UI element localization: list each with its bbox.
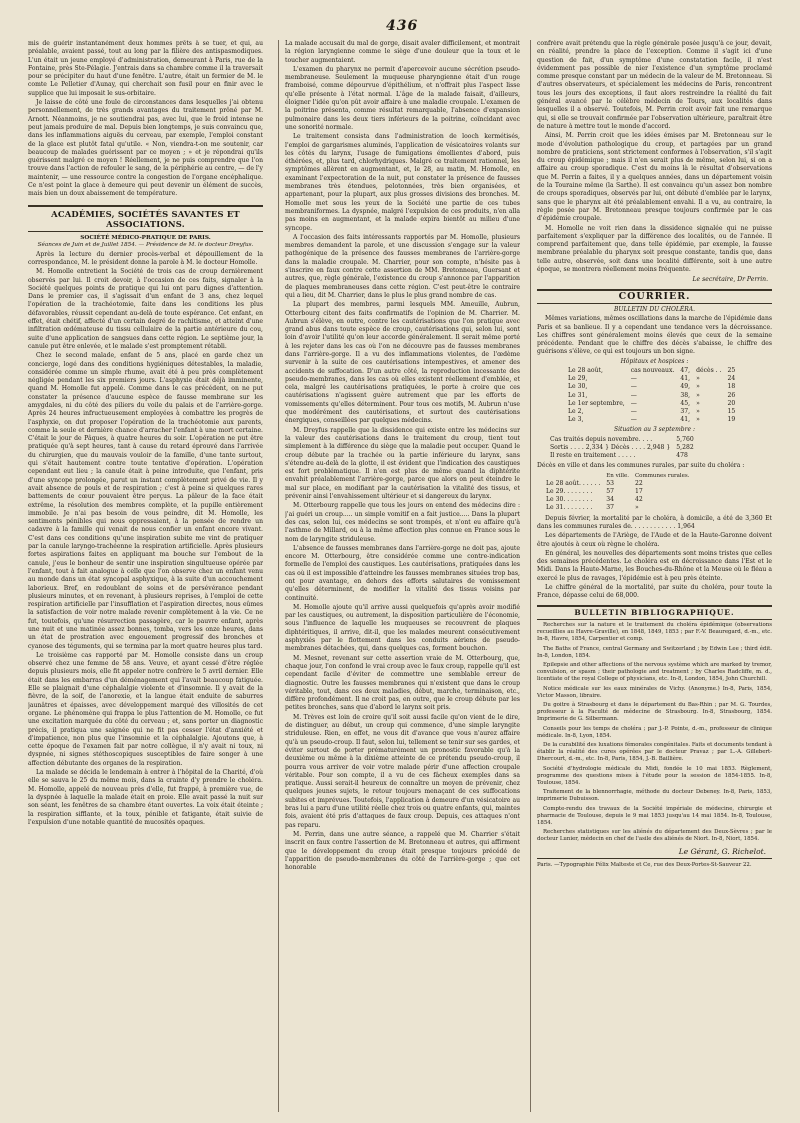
- divider: [537, 619, 772, 620]
- table-cell: décès . .: [696, 366, 722, 374]
- paragraph: L'absence de fausses membranes dans l'arrière-gorge ne doit pas, ajoute encore M. Otterbourg, être considérée comme une contre-indication formelle de l'emploi des caustiques. Les cautérisations, pratiquées dans les cas où il est impossible d'atteindre les fausses membranes situées trop bas, ont pour avantage, en dehors des efforts salutaires de vomissement qu'elles déterminent, de modifier la vitalité des tissus voisins par continuité.: [285, 544, 520, 602]
- table-row: [565, 383, 738, 391]
- paragraph: La plupart des membres, parmi lesquels MM. Ameuille, Aubrun, Otterbourg citent des faits confirmatifs de l'opinion de M. Charrier. M. Aubrun s'élève, en outre, contre les cautérisations que l'on pratique avec grand abus dans toute espèce de croup, cautérisations qui, selon lui, sont loin d'avoir l'utilité qu'on leur accorde généralement. Il serait même porté à les rejeter dans les cas où l'on ne découvre pas de fausses membranes dans l'arrière-gorge. Il a vu des inflammations violentes, de l'œdème survenir à la suite de ces cautérisations intempestives, et amener des accidents de suffocation. D'un autre côté, la reproduction incessante des pseudo-membranes, dans les cas où elles existent réellement d'emblée, et cela, malgré les cautérisations pratiquées, le porte à croire que ces cautérisations n'agissent guère autrement que par les efforts de vomissements qu'elles déterminent. Pour tous ces motifs, M. Aubrun n'use que modérément des cautérisations, et surtout des cautérisations énergiques, conseillées par quelques médecins.: [285, 301, 520, 425]
- bulletin-title: BULLETIN DU CHOLÉRA.: [614, 305, 695, 313]
- table-cell: 37: [606, 504, 615, 512]
- hospitals-title: Hôpitaux et hospices :: [620, 357, 689, 365]
- table-row: [565, 408, 738, 416]
- divider: [537, 303, 772, 304]
- table-cell: 47,: [680, 366, 691, 374]
- table-cell: Le 31. . . . . . . .: [546, 504, 593, 512]
- table-cell: 37,: [680, 408, 691, 415]
- table-cell: 41,: [680, 416, 691, 424]
- column-right: [537, 40, 772, 1110]
- paragraph: M. Homolle ajoute qu'il arrive aussi quelquefois qu'après avoir modifié par les caustiques, ou autrement, la disposition particulière de l'économie, sous l'influence de laquelle les muqueuses se recouvrent de plaques diphtéritiques, il arrive, dit-il, que les malades meurent consécutivement asphyxiés par le flottement dans les conduits aériens de pseudo-membranes détachées, qui, dans quelques cas, forment bouchon.: [285, 603, 520, 653]
- biblio-entry: Société d'hydrologie médicale du Midi, fondée le 10 mai 1853. Règlement, programme des questions mises à l'étude pour la session de 1854-1855. In-8, Toulouse, 1854.: [537, 765, 772, 786]
- hospital-table: [565, 367, 738, 424]
- biblio-entry: Recherches sur la nature et le traitement du choléra épidémique (observations recueillies au Havre-Graville), en 1848, 1849, 1853 ; par F.-V. Beauregard, d.-m., etc. In-8, Havre, 1854, Carpentier et comp.: [537, 621, 772, 643]
- table-cell: »: [696, 416, 700, 424]
- table-cell: —: [630, 391, 637, 399]
- biblio-entry: Traitement de la blennorrhagie, méthode du docteur Debeney. In-8, Paris, 1853, imprimerie Dubuisson.: [537, 789, 772, 803]
- table-cell: »: [634, 504, 639, 512]
- table-cell: »: [696, 383, 700, 391]
- table-cell: »: [696, 399, 700, 407]
- table-header: [543, 472, 603, 480]
- paragraph: A l'occasion des faits intéressants rapportés par M. Homolle, plusieurs membres demandent la parole, et une discussion s'engage sur la valeur pathogénique de la présence des fausses membranes de l'arrière-gorge dans la maladie croupale. M. Charrier, pour son compte, n'hésite pas à s'inscrire en faux contre cette assertion de MM. Bretonneau, Guersant et autres, que, règle générale, l'existence du croup s'annonce par l'apparition de plaques membraneuses dans cette région. C'est peut-être le contraire qui a lieu, dit M. Charrier, dans le plus le plus grand nombre de cas.: [285, 233, 520, 299]
- table-cell: 42: [634, 496, 643, 504]
- biblio-entry: Conseils pour les temps de choléra ; par J.-P. Pointe, d.-m., professeur de clinique médicale. In-8, Lyon, 1854.: [537, 725, 772, 739]
- biblio-entry: Compte-rendu des travaux de la Société impériale de médecine, chirurgie et pharmacie de Toulouse, depuis le 9 mai 1853 jusqu'au 14 mai 1854. In-8, Toulouse, 1854.: [537, 805, 772, 826]
- paragraph: L'examen du pharynx ne permit d'apercevoir aucune sécrétion pseudo-membraneuse. Seulement la muqueuse pharyngienne était d'un rouge framboisé, comme dépourvue d'épithélium, et n'offrait plus l'aspect lisse qu'elle présente à l'état normal. L'âge de la malade faisait, d'ailleurs, éloigner l'idée qu'on pût avoir affaire à une maladie croupale. L'examen de la poitrine présenta, comme résultat remarquable, l'absence d'expansion pulmonaire dans les deux tiers inférieurs de la poitrine, coïncidant avec une sonorité normale.: [285, 65, 520, 131]
- table-row: [565, 416, 738, 424]
- table-cell: Cas traités depuis novembre. . . .: [550, 435, 653, 443]
- table-row: [565, 392, 738, 400]
- paragraph: Ainsi, M. Perrin croit que les idées émises par M. Bretonneau sur le mode d'évolution pathologique du croup, et partagées par un grand nombre de praticiens, sont strictement conformes à l'observation, s'il s'agit du croup épidémique ; mais il n'en serait plus de même, selon lui, si on a affaire au croup sporadique. C'est du moins là le résultat d'observations que M. Perrin a faites, il y a quelques années, dans un département voisin de la Touraine même (la Sarthe). Il est convaincu qu'un assez bon nombre de croups sporadiques, observés par lui, ont débuté d'emblée par le larynx, sans que le pharynx ait été préalablement envahi. Il a vu, au contraire, la règle posée par M. Bretonneau presque toujours confirmée par le cas d'épidémie croupale.: [537, 132, 772, 223]
- section-heading: ACADÉMIES, SOCIÉTÉS SAVANTES ET ASSOCIATIONS.: [28, 205, 263, 232]
- biblio-entry: Du goitre à Strasbourg et dans le département du Bas-Rhin ; par M. G. Tourdes, professeur à la Faculté de médecine de Strasbourg. In-8, Strasbourg, 1854. Imprimerie de G. Silbermann.: [537, 701, 772, 723]
- secretary-signature: Le secrétaire, Dr Perrin.: [692, 276, 768, 284]
- session-line: Séances de Juin et de Juillet 1854. — Présidence de M. le docteur Dreyfus.: [37, 241, 254, 248]
- table-cell: Le 28 août,: [568, 366, 603, 374]
- table-cell: 25: [727, 366, 736, 374]
- paragraph: M. Mesnet, revenant sur cette assertion vraie de M. Otterbourg, que, chaque jour, l'on confond le vrai croup avec le faux croup, rappelle qu'il est cependant facile d'éviter de commettre une semblable erreur de diagnostic. Outre les fausses membranes qui n'existent que dans le croup véritable, tout, dans ces deux maladies, début, marche, terminaison, etc., diffère profondément. Il ne croit pas, en outre, que le croup débute par les petites bronches, sans que d'abord le larynx soit pris.: [285, 654, 520, 712]
- city-deaths-table: [543, 472, 693, 513]
- divider: [537, 858, 772, 859]
- table-cell: Le 30,: [568, 383, 588, 391]
- paragraph: Le chiffre général de la mortalité, par suite du choléra, pour toute la France, dépasse celui de 68,000.: [537, 584, 772, 600]
- table-cell: 17: [634, 488, 643, 496]
- paragraph: M. Otterbourg rappelle que tous les jours on entend des médecins dire : j'ai guéri un croup..... un simple vomitif en a fait justice..... Dans la plupart des cas, selon lui, ces médecins se sont trompés, et n'ont eu affaire qu'à l'asthme de Millard, ou à la même affection plus connue en France sous le nom de laryngite striduleuse.: [285, 502, 520, 543]
- paragraph: Le traitement consista dans l'administration de looch kermétisés, l'emploi de gargarismes aluminés, l'application de vésicatoires volants sur les côtés du larynx, l'usage de fumigations émollientes d'abord, puis éthérées, et, plus tard, chlorhydriques. Malgré ce traitement rationnel, les symptômes allèrent en augmentant, et, le 28, au matin, M. Homolle, en examinant l'expectoration de la nuit, put constater la présence de fausses membranes très étendues, pelotonnées, très bien organisées, et appartenant, pour la plupart, aux plus grosses divisions des bronches. M. Homolle met sous les yeux de la Société une partie de ces tubes membraniformes. La dyspnée, malgré l'expulsion de ces produits, n'en alla pas moins en augmentant, et la malade expira bientôt au milieu d'une syncope.: [285, 133, 520, 232]
- table-row: [565, 400, 738, 408]
- biblio-entry: The Baths of France, central Germany and Switzerland ; by Edwin Lee ; third édit. In-8, London, 1854.: [537, 645, 772, 659]
- table-header: Communes rurales.: [634, 472, 690, 479]
- biblio-entry: Notice médicale sur les eaux minérales de Vichy. (Anonyme.) In-8, Paris, 1854, Victor Masson, libraire.: [537, 685, 772, 699]
- biblio-heading: BULLETIN BIBLIOGRAPHIQUE.: [574, 607, 735, 617]
- paragraph: M. Trèves est loin de croire qu'il soit aussi facile qu'on vient de le dire, de distinguer, au début, un croup qui commence, d'une simple laryngite striduleuse. Rien, en effet, ne vous dit d'avance que vous n'aurez affaire qu'à un pseudo-croup. Il faut, selon lui, tellement se tenir sur ses gardes, et éviter surtout de porter prématurément un pronostic favorable qu'à la deuxième ou même à la dixième atteinte de ce prétendu pseudo-croup, il pourra vous arriver de voir votre malade périr d'une affection croupale véritable. Pour son compte, il a vu de ces fâcheux exemples dans sa pratique. Aussi serait-il heureux de connaître un moyen de prévenir, chez quelques jeunes sujets, le retour toujours menaçant de ces suffocations subites et imprévues. Toutefois, l'application à demeure d'un vésicatoire au bras lui a paru d'une utilité réelle chez trois ou quatre enfants, qui, maintes fois, avaient été pris d'attaques de faux croup. Depuis, ces attaques n'ont pas reparu.: [285, 713, 520, 829]
- paragraph: M. Homolle ne voit rien dans la dissidence signalée qui ne puisse parfaitement s'expliquer par la différence des localités, ou de l'année. Il comprend parfaitement que, dans telle épidémie, par exemple, la fausse membrane préalable du pharynx soit presque constante, tandis que, dans telle autre, observée, soit dans une localité différente, soit à une autre époque, se montrera réellement moins fréquente.: [537, 224, 772, 274]
- paragraph: La malade se décida le lendemain à entrer à l'hôpital de la Charité, d'où elle se sauva le 25 du même mois, dans la crainte d'y prendre le choléra. M. Homolle, appelé de nouveau près d'elle, fut frappé, à première vue, de la dyspnée à laquelle la malade était en proie. Elle avait passé la nuit sur son séant, les fenêtres de sa chambre étant ouvertes. La voix était éteinte ; la respiration sifflante, et la toux, pénible et fatigante, était suivie de l'expulsion d'une notable quantité de mucosités opaques.: [28, 769, 263, 826]
- table-cell: Le 3,: [568, 416, 584, 424]
- table-cell: 45,: [680, 399, 691, 407]
- table-cell: 41,: [680, 375, 691, 383]
- table-cell: 20: [727, 399, 736, 407]
- table-cell: Le 29,: [568, 375, 588, 383]
- divider: [537, 605, 772, 607]
- table-header: En ville.: [606, 472, 629, 479]
- table-row: [565, 375, 738, 383]
- paragraph: En général, les nouvelles des départements sont moins tristes que celles des semaines précédentes. Le choléra est en décroissance dans l'Est et le Midi. Dans la Haute-Marne, les Bouches-du-Rhône et la Meuse où le fléau a exercé le plus de ravages, l'épidémie est à peu près éteinte.: [537, 549, 772, 582]
- paragraph: Depuis février, la mortalité par le choléra, à domicile, a été de 3,360 Et dans les communes rurales de. . . . . . . . . . . . 1,964: [537, 514, 772, 530]
- biblio-entry: Recherches statistiques sur les aliénés du département des Deux-Sèvres ; par le docteur Lunier, médecin en chef de l'asile des aliénés de Niort. In-8, Niort, 1854.: [537, 829, 772, 843]
- table-cell: —: [630, 375, 637, 383]
- table-cell: Le 31,: [568, 391, 588, 399]
- paragraph: Les départements de l'Ariège, de l'Aude et de la Haute-Garonne doivent être ajoutés à ceux où règne le choléra.: [537, 532, 772, 548]
- table-cell: Il reste en traitement . . . . .: [550, 452, 636, 460]
- deaths-city-line: Décès en ville et dans les communes rurales, par suite du choléra :: [537, 462, 745, 470]
- table-row: [543, 488, 693, 496]
- table-cell: 38,: [680, 391, 691, 399]
- column-divider: [530, 40, 531, 1112]
- table-row: [543, 480, 693, 488]
- table-cell: 15: [727, 408, 736, 415]
- situation-table: [547, 436, 697, 461]
- table-cell: »: [696, 391, 700, 399]
- column-middle: [285, 40, 520, 1110]
- society-title: SOCIÉTÉ MÉDICO-PRATIQUE DE PARIS.: [80, 234, 211, 241]
- situation-title: Situation au 3 septembre :: [614, 426, 695, 434]
- biblio-entry: Epilepsie and other affections of the nervous système which are marked by tremor, convulsion, or spasm ; their pathologie and treatment ; by Charles Radcliffe, m. d., licentiate of the royal College of physicians, etc. In-8, London, 1854, John Churchill.: [537, 661, 772, 683]
- table-cell: 49,: [680, 383, 691, 391]
- table-cell: —: [630, 399, 637, 407]
- paragraph: Chez le second malade, enfant de 5 ans, placé en garde chez un concierge, logé dans des conditions hygiéniques détestables, la maladie, considérée comme un simple rhume, avait été à peu près complètement négligée pendant les six premiers jours. L'asphyxie était déjà imminente, quand M. Homolle fut appelé. Comme dans le cas précédent, on ne put constater la présence d'aucune espèce de fausse membrane sur les amygdales, ni du côté des piliers du voile du palais et de l'arrière-gorge. Après 24 heures infructueusement employées à combattre les progrès de l'asphyxie, on dut proposer l'opération de la trachéotomie aux parents, comme la seule et dernière chance d'arracher l'enfant à une mort certaine. C'était le jour de Pâques, à quatre heures du soir. L'opération ne put être pratiquée qu'à sept heures, tant à cause du retard éprouvé dans l'arrivée du chirurgien, que du mauvais vouloir de la famille, d'une tante surtout, qui s'était hautement contre toute tentative d'opération. L'opération cependant eut lieu ; la canule était à peine introduite, que l'enfant, pris d'une syncope prolongée, parut un instant complètement privé de vie. Il y avait absence de pouls et de respiration ; c'est à peine si quelques rares battements de cœur pouvaient être perçus. La pâleur de la face était extrême, la résolution des membres complète, et la pupille entièrement immobile. Je n'ai pas besoin de vous peindre, dit M. Homolle, les sentiments pénibles qui nous oppressaient, à la pensée de rendre un cadavre à la famille qui venait de nous confier un enfant encore vivant. C'est dans ces conditions qu'une inspiration subite me vint de pratiquer par la canule laryngo-trachéenne la respiration artificielle. Après plusieurs fortes aspirations faites en appliquant ma bouche sur l'embout de la canule, j'eus le bonheur de sentir une inspiration singultueuse opérée par l'enfant, tout à fait analogue à celle que l'on observe chez un enfant venu au monde dans un état syncopal asphyxique, à la suite d'un accouchement laborieux. Bref, en redoublant de soins et de persévérance pendant plusieurs minutes, et en revenant, à plusieurs reprises, à l'emploi de cette respiration artificielle par l'insufflation et l'aspiration directes, nous eûmes la satisfaction de voir notre malade revenir complètement à la vie. Ce ne fut, toutefois, qu'une résurrection passagère, car le pauvre enfant, après une nuit et une matinée assez bonnes, tomba, vers les onze heures, dans un état de prostration avec engouement progressif des bronches et cyanose des téguments, qui se termina par la mort quatre heures plus tard.: [28, 352, 263, 650]
- table-cell: Le 28 août. . . . . .: [546, 479, 601, 487]
- table-cell: Le 30. . . . . . . .: [546, 496, 593, 504]
- paragraph: mis de guérir instantanément deux hommes prêts à se tuer, et qui, au préalable, avaient passé, tout au long par la filière des antispasmodiques. L'un était un jeune employé d'administration, demeurant à Paris, rue de la Fontaine, près Ste-Pélagie. J'entrais dans sa chambre comme il la traversait pour se précipiter du haut d'une fenêtre. L'autre, était un fermier de M. le comte Le Pelletier d'Aunay, qui cherchait son fusil pour en finir avec le supplice que lui imposait le sus-orbitaire.: [28, 40, 263, 97]
- table-cell: cas nouveaux.: [630, 366, 675, 374]
- paragraph: M. Homolle entretient la Société de trois cas de croup dernièrement observés par lui. Il croit devoir, à l'occasion de ces faits, signaler à la Société quelques points de pratique qui lui ont paru dignes d'attention. Dans le premier cas, il s'agissait d'un enfant de 3 ans, chez lequel l'opération de la trachéotomie, faite dans les conditions les plus défavorables, réussit cependant au-delà de toute espérance. Cet enfant, en effet, était chétif, affecté d'un certain degré de rachitisme, et atteint d'une infiltration œdémateuse du tissu cellulaire de la partie antérieure du cou, suite d'une application de sangsues dans cette région. Le septième jour, la canule put être enlevée, et le malade s'est promptement rétabli.: [28, 268, 263, 350]
- table-row: [543, 504, 693, 512]
- biblio-entry: De la curabilité des luxations fémorales congénitales. Faits et documents tendant à établir la réalité des cures opérées par le docteur Pravaz ; par L.-A. Gillebert-Dhercourt, d.-m., etc. In-8, Paris, 1854, J.-B. Baillière.: [537, 741, 772, 763]
- table-cell: 57: [606, 488, 615, 496]
- printer-footer: Paris. —Typographie Félix Malteste et Ce, rue des Deux-Portes-St-Sauveur 22.: [537, 861, 752, 868]
- table-cell: 478: [676, 452, 688, 460]
- table-cell: 5,760: [676, 435, 694, 443]
- table-cell: Sortis . . . . 2,334 } Décès . . . . 2,948 }: [550, 443, 671, 451]
- table-cell: 18: [727, 383, 736, 391]
- paragraph: Le troisième cas rapporté par M. Homolle consiste dans un croup observé chez une femme de 58 ans. Veuve, et ayant cessé d'être réglée depuis plusieurs mois, elle fit appeler notre confrère le 5 avril dernier. Elle était dans les embarras d'un déménagement qui l'avait beaucoup fatiguée. Elle se plaignait d'une céphalalgie violente et d'insomnie. Il y avait de la fièvre, de la soif, de l'anorexie, et la langue était enduite de saburres jaunâtres et épaisses, avec développement marqué des villosités de cet organe. Le phénomène qui frappa le plus l'attention de M. Homolle, ce fut une excitation marquée du côté du cerveau ; et, sans porter un diagnostic précis, il pratiqua une saignée qui ne fit pas cesser l'état d'anxiété et d'impatience, non plus que l'insomnie et la céphalalgie. Ajoutons que, à cette époque de l'examen fait par notre collègue, il n'y avait ni toux, ni dyspnée, ni signes stéthoscopiques susceptibles de faire songer à une affection débutante des organes de la respiration.: [28, 651, 263, 767]
- table-cell: »: [696, 408, 700, 415]
- column-divider: [278, 40, 279, 1112]
- biblio-list: [537, 622, 772, 844]
- table-cell: —: [630, 416, 637, 424]
- table-cell: Le 2,: [568, 408, 584, 415]
- table-cell: 5,282: [676, 443, 694, 451]
- paragraph: La malade accusait du mal de gorge, disait avaler difficilement, et montrait la région laryngienne comme le siège d'une douleur que la toux et le toucher augmentaient.: [285, 40, 520, 64]
- table-cell: —: [630, 408, 637, 415]
- table-cell: Le 1er septembre,: [568, 399, 625, 407]
- paragraph: M. Perrin, dans une autre séance, a rappelé que M. Charrier s'était inscrit en faux contre l'assertion de M. Bretonneau et autres, qui affirment que le développement du croup était presque toujours précédé de l'apparition de pseudo-membranes du côté de l'arrière-gorge ; que cet honorable: [285, 830, 520, 872]
- table-row: [547, 436, 697, 444]
- table-cell: 34: [606, 496, 615, 504]
- table-row: [543, 496, 693, 504]
- paragraph: Je laisse de côté une foule de circonstances dans lesquelles j'ai obtenu personnellement, de très grands avantages du traitement prôné par M. Arnott. Néanmoins, je ne soutiendrai pas, avec lui, que le froid intense ne peut jamais produire de mal. Depuis bien longtemps, je suis convaincu que, dans les inflammations aiguës du cerveau, par exemple, l'emploi constant de la glace est plutôt fatal qu'utile. « Non, viendra-t-on me soutenir, car beaucoup de malades guérissent par ce moyen ; » et je répondrai qu'ils guérissent malgré ce moyen ! Réellement, je ne puis comprendre que l'on trouve dans l'action de refouler le sang, de la périphérie au centre, — de l'y maintenir, — une ressource contre la congestion de l'organe encéphalique. Ce n'est point la glace à demeure qui peut devenir un élément de succès, mais bien un doux abaissement de température.: [28, 99, 263, 198]
- table-cell: 26: [727, 391, 736, 399]
- table-row: [547, 452, 697, 460]
- table-cell: 22: [634, 479, 643, 487]
- table-cell: 53: [606, 479, 615, 487]
- paragraph: Mêmes variations, mêmes oscillations dans la marche de l'épidémie dans Paris et sa banlieue. Il y a cependant une tendance vers la décroissance. Les chiffres sont généralement moins élevés que ceux de la semaine précédente. Pendant que le chiffre des décès s'abaisse, le chiffre des guérisons s'élève, ce qui est toujours un bon signe.: [537, 315, 772, 356]
- column-left: [28, 40, 263, 1110]
- table-cell: Le 29. . . . . . . .: [546, 488, 593, 496]
- paragraph: Après la lecture du dernier procès-verbal et dépouillement de la correspondance, M. le président donne la parole à M. le docteur Homolle.: [28, 250, 263, 266]
- table-cell: 19: [727, 416, 736, 424]
- table-cell: »: [696, 375, 700, 383]
- table-row: [565, 367, 738, 375]
- paragraph: M. Dreyfus rappelle que la dissidence qui existe entre les médecins sur la valeur des cautérisations dans le traitement du croup, tient tout simplement à la différence du siège que la maladie peut occuper. Quand le croup débute par la trachée ou la partie inférieure du larynx, sans s'étendre au-delà de la glotte, il est évident que l'indication des caustiques est fort problématique. Il n'en est plus de même quand la diphtérite envahit préalablement l'arrière-gorge, parce que alors on peut éteindre le mal sur place, en modifiant par la cautérisation la vitalité des tissus, et prévenir ainsi l'envahissement ultérieur et si dangereux du larynx.: [285, 426, 520, 501]
- table-cell: 24: [727, 375, 736, 383]
- table-cell: —: [630, 383, 637, 391]
- paragraph: confrère avait prétendu que la règle générale posée jusqu'à ce jour, devait, en réalité, prendre la place de l'exception. Comme il s'agit ici d'une question de fait, d'un symptôme d'une constatation facile, il n'est évidemment pas possible de nier l'existence d'un symptôme proclamé comme presque constant par un médecin de la valeur de M. Bretonneau. Si d'autres observateurs, et spécialement les médecins de Paris, rencontrent tous les jours des exceptions, il faut alors restreindre la réalité du fait général avancé par le célèbre médecin de Tours, aux localités dans lesquelles il a observé. Toutefois, M. Perrin croit avoir fait une remarque qui, si elle se trouvait confirmée par l'observation ultérieure, paraîtrait être de nature à mettre tout le monde d'accord.: [537, 40, 772, 130]
- gerant-signature: Le Gérant, G. Richelot.: [678, 846, 766, 856]
- table-row: [547, 444, 697, 452]
- courrier-heading: COURRIER.: [618, 290, 691, 302]
- page-number: 436: [386, 18, 419, 34]
